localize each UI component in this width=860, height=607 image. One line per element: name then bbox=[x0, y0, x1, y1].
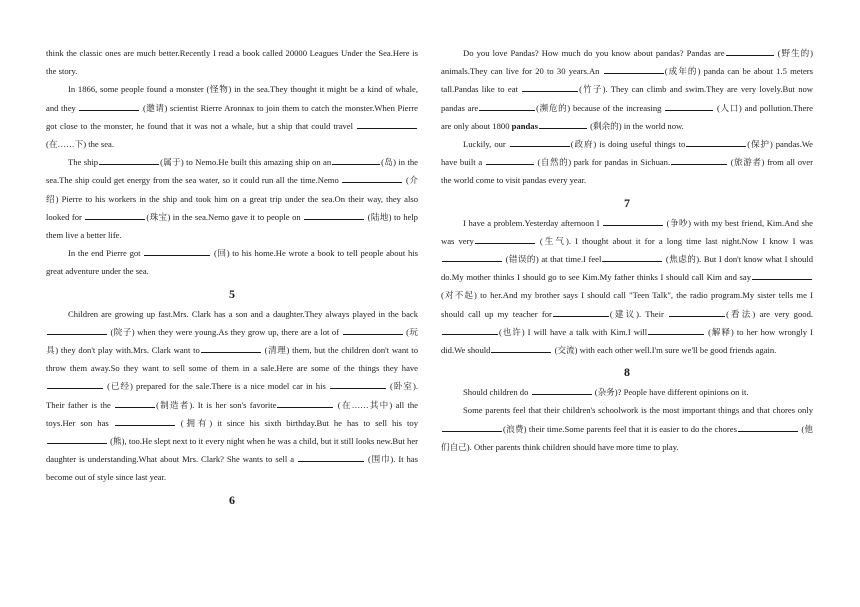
answer-blank[interactable] bbox=[277, 398, 333, 408]
answer-blank[interactable] bbox=[115, 398, 155, 408]
answer-blank[interactable] bbox=[486, 155, 534, 165]
answer-blank[interactable] bbox=[47, 325, 107, 335]
answer-blank[interactable] bbox=[752, 270, 812, 280]
answer-blank[interactable] bbox=[343, 325, 403, 335]
answer-blank[interactable] bbox=[726, 46, 774, 56]
answer-blank[interactable] bbox=[491, 343, 551, 353]
answer-blank[interactable] bbox=[442, 325, 498, 335]
answer-blank[interactable] bbox=[738, 422, 798, 432]
answer-blank[interactable] bbox=[99, 155, 159, 165]
answer-blank[interactable] bbox=[201, 343, 261, 353]
answer-blank[interactable] bbox=[442, 252, 502, 262]
paragraph-left-5: Children are growing up fast.Mrs. Clark has a son and a daughter.They always played in the back (院子) when they were young.As they grow up, there are a lot of (玩具) they don't play with.Mrs. Clark want to (清理) them, but the children don't want to throw them away.So they want to sell some of them in a sale.Here are some of the things they have (已经) prepared for the sale.There is a nice model car in his (卧室). Their father is the (制造者). It is her son's favorite (在……其中) all the toys.Her son has (拥有) it since his sixth birthday.But he has to sell his toy (熊), too.He slept next to it every night when he was a child, but it still looks new.But her daughter is understanding.What about Mrs. Clark? She wants to sell a (围巾). It has become out of style since last year. bbox=[46, 308, 419, 483]
paragraph-right-4: Should children do (杂务)? People have different opinions on it. bbox=[463, 387, 749, 398]
answer-blank[interactable] bbox=[332, 155, 380, 165]
answer-blank[interactable] bbox=[669, 307, 725, 317]
paragraph-left-4: In the end Pierre got (回) to his home.He wrote a book to tell people about his great adventure under the sea. bbox=[46, 248, 418, 277]
answer-blank[interactable] bbox=[115, 416, 175, 426]
answer-blank[interactable] bbox=[475, 234, 535, 244]
answer-blank[interactable] bbox=[298, 452, 364, 462]
answer-blank[interactable] bbox=[553, 307, 609, 317]
right-column bbox=[441, 44, 813, 456]
answer-blank[interactable] bbox=[79, 101, 139, 111]
section-number-5: 5 bbox=[229, 286, 235, 301]
answer-blank[interactable] bbox=[532, 385, 592, 395]
answer-blank[interactable] bbox=[47, 379, 103, 389]
answer-blank[interactable] bbox=[539, 119, 587, 129]
answer-blank[interactable] bbox=[604, 64, 664, 74]
answer-blank[interactable] bbox=[671, 155, 727, 165]
answer-blank[interactable] bbox=[686, 137, 746, 147]
answer-blank[interactable] bbox=[442, 422, 502, 432]
paragraph-right-2: Luckily, our (政府) is doing useful things to (保护) pandas.We have built a (自然的) park for pandas in Sichuan. (旅游者) from all over the world come to visit pandas every year. bbox=[441, 139, 813, 186]
paragraph-left-2: In 1866, some people found a monster (怪物) in the sea.They thought it might be a kind of whale, and they (邀请) scientist Rierre Aronnax to join them to catch the monster.When Pierre got close to the monster, he found that it was not a whale, but a ship that could travel (在……下) the sea. bbox=[46, 84, 418, 150]
answer-blank[interactable] bbox=[85, 210, 145, 220]
answer-blank[interactable] bbox=[602, 252, 662, 262]
answer-blank[interactable] bbox=[522, 82, 578, 92]
answer-blank[interactable] bbox=[648, 325, 704, 335]
paragraph-right-3: I have a problem.Yesterday afternoon I (争吵) with my best friend, Kim.And she was very (生气). I thought about it for a long time last night.Now I know I was (错误的) at that time.I feel (焦虑的). But I don't know what I should do.My mother thinks I should go to see Kim.My father thinks I should call Kim and say (对不起) to her.And my brother says I should call "Teen Talk", the radio program.My sister tells me I should call up my teacher for (建议). Their (看法) are very good.(也许) I will have a talk with Kim.I will (解释) to her how wrongly I did.We should (交流) with each other well.I'm sure we'll be good friends again. bbox=[441, 217, 814, 356]
paragraph-left-3: The ship (属于) to Nemo.He built this amazing ship on an (岛) in the sea.The ship could get energy from the sea water, so it could run all the time.Nemo (介绍) Pierre to his workers in the ship and took him on a great trip under the sea.On their way, they also looked for (珠宝) in the sea.Nemo gave it to people on (陆地) to help them live a better life. bbox=[46, 157, 418, 241]
paragraph-right-1: Do you love Pandas? How much do you know about pandas? Pandas are (野生的) animals.They can live for 20 to 30 years.An (成年的) panda can be about 1.5 meters tall.Pandas like to eat (竹子). They can climb and swim.They are very lovely.But now pandas are (濒危的) because of the increasing (人口) and pollution.There are only about 1800 pandas (剩余的) in the world now. bbox=[441, 48, 814, 131]
section-number-8: 8 bbox=[624, 365, 630, 380]
answer-blank[interactable] bbox=[330, 379, 386, 389]
answer-blank[interactable] bbox=[47, 434, 107, 444]
answer-blank[interactable] bbox=[603, 216, 663, 226]
section-number-7: 7 bbox=[624, 195, 630, 210]
answer-blank[interactable] bbox=[479, 101, 535, 111]
answer-blank[interactable] bbox=[144, 246, 210, 256]
answer-blank[interactable] bbox=[342, 173, 402, 183]
section-number-6: 6 bbox=[229, 492, 235, 507]
answer-blank[interactable] bbox=[665, 101, 713, 111]
answer-blank[interactable] bbox=[304, 210, 364, 220]
answer-blank[interactable] bbox=[510, 137, 570, 147]
left-column bbox=[46, 44, 418, 511]
paragraph-left-1: think the classic ones are much better.Recently I read a book called 20000 Leagues Under the Sea.Here is the story. bbox=[46, 48, 418, 77]
paragraph-right-5: Some parents feel that their children's schoolwork is the most important things and that chores only(浪费) their time.Some parents feel that it is easier to do the chores (他们自己). Other parents think children should have more time to play. bbox=[441, 405, 813, 452]
answer-blank[interactable] bbox=[357, 119, 417, 129]
